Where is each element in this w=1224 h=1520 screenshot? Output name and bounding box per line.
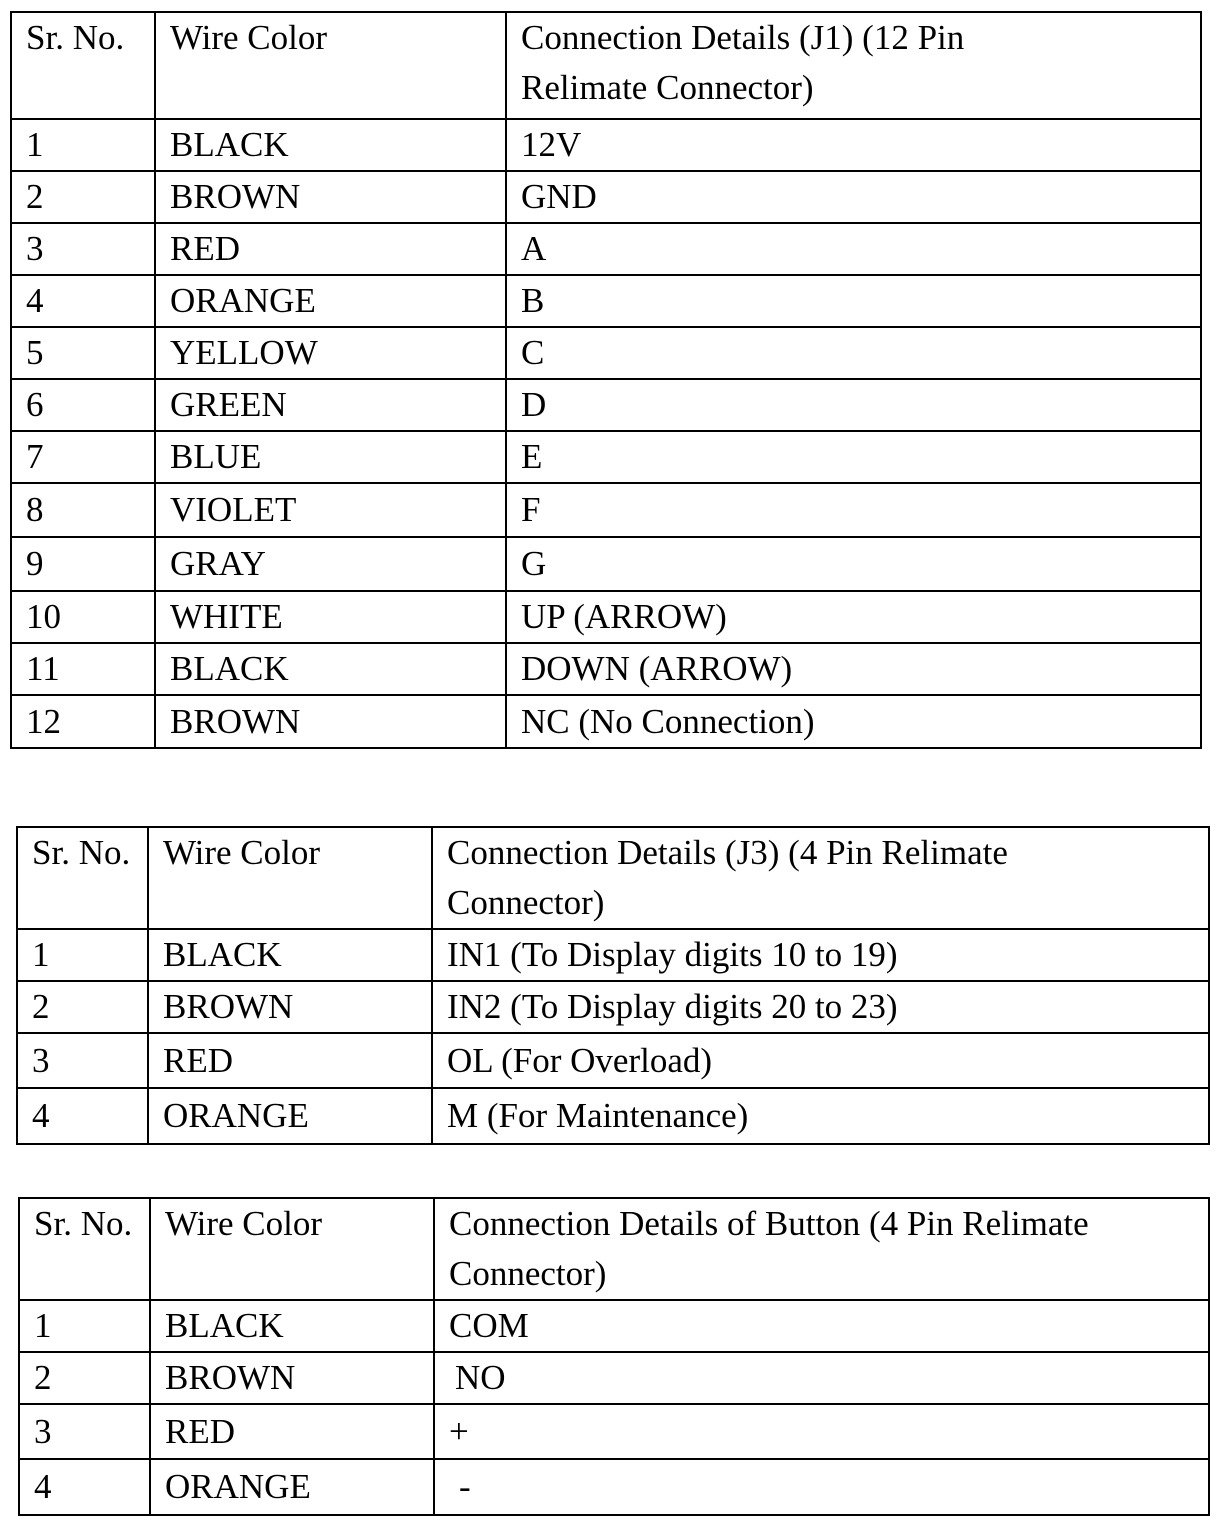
header-wire-color: Wire Color <box>150 1198 434 1300</box>
cell-wire-color: YELLOW <box>155 327 506 379</box>
table-button-connections <box>18 1197 1210 1516</box>
cell-connection: COM <box>434 1300 1209 1352</box>
cell-wire-color: BROWN <box>150 1352 434 1404</box>
table-row <box>11 379 1201 431</box>
header-wire-color: Wire Color <box>155 12 506 119</box>
table-row <box>11 695 1201 748</box>
cell-wire-color: BLUE <box>155 431 506 483</box>
cell-sr-no: 10 <box>11 591 155 643</box>
cell-sr-no: 5 <box>11 327 155 379</box>
table-header-row <box>19 1198 1209 1300</box>
table-j3-connections <box>16 826 1210 1145</box>
cell-wire-color: VIOLET <box>155 483 506 537</box>
table-row <box>17 981 1209 1033</box>
table-row <box>11 275 1201 327</box>
cell-sr-no: 9 <box>11 537 155 591</box>
cell-sr-no: 2 <box>17 981 148 1033</box>
cell-sr-no: 12 <box>11 695 155 748</box>
table-row <box>19 1300 1209 1352</box>
header-sr-no: Sr. No. <box>11 12 155 119</box>
cell-connection: NO <box>434 1352 1209 1404</box>
cell-wire-color: BROWN <box>155 695 506 748</box>
cell-connection: G <box>506 537 1201 591</box>
table-header-row <box>17 827 1209 929</box>
cell-connection: NC (No Connection) <box>506 695 1201 748</box>
cell-connection: B <box>506 275 1201 327</box>
cell-connection: - <box>434 1459 1209 1515</box>
cell-sr-no: 4 <box>19 1459 150 1515</box>
cell-connection: M (For Maintenance) <box>432 1088 1209 1144</box>
header-sr-no: Sr. No. <box>17 827 148 929</box>
cell-sr-no: 1 <box>17 929 148 981</box>
cell-sr-no: 7 <box>11 431 155 483</box>
table-row <box>11 119 1201 171</box>
cell-wire-color: BROWN <box>155 171 506 223</box>
cell-wire-color: RED <box>150 1404 434 1459</box>
header-connection-details: Connection Details (J3) (4 Pin Relimate Connector) <box>432 827 1209 929</box>
table-row <box>19 1352 1209 1404</box>
cell-wire-color: WHITE <box>155 591 506 643</box>
table-row <box>17 1088 1209 1144</box>
cell-sr-no: 3 <box>11 223 155 275</box>
table-row <box>11 643 1201 695</box>
cell-wire-color: BLACK <box>148 929 432 981</box>
cell-wire-color: GRAY <box>155 537 506 591</box>
cell-connection: IN1 (To Display digits 10 to 19) <box>432 929 1209 981</box>
header-connection-details: Connection Details of Button (4 Pin Relimate Connector) <box>434 1198 1209 1300</box>
cell-sr-no: 8 <box>11 483 155 537</box>
cell-wire-color: ORANGE <box>150 1459 434 1515</box>
cell-wire-color: GREEN <box>155 379 506 431</box>
cell-sr-no: 2 <box>19 1352 150 1404</box>
cell-connection: C <box>506 327 1201 379</box>
cell-sr-no: 3 <box>17 1033 148 1088</box>
header-wire-color: Wire Color <box>148 827 432 929</box>
table-row <box>17 929 1209 981</box>
cell-wire-color: BLACK <box>150 1300 434 1352</box>
header-sr-no: Sr. No. <box>19 1198 150 1300</box>
cell-sr-no: 2 <box>11 171 155 223</box>
cell-connection: D <box>506 379 1201 431</box>
table-j1-connections <box>10 11 1202 749</box>
cell-wire-color: BLACK <box>155 119 506 171</box>
cell-wire-color: BROWN <box>148 981 432 1033</box>
cell-sr-no: 1 <box>19 1300 150 1352</box>
cell-sr-no: 1 <box>11 119 155 171</box>
cell-sr-no: 4 <box>11 275 155 327</box>
table-header-row <box>11 12 1201 119</box>
cell-sr-no: 6 <box>11 379 155 431</box>
header-connection-details: Connection Details (J1) (12 Pin Relimate Connector) <box>506 12 1201 119</box>
table-row <box>17 1033 1209 1088</box>
cell-wire-color: BLACK <box>155 643 506 695</box>
cell-connection: 12V <box>506 119 1201 171</box>
table-row <box>19 1459 1209 1515</box>
table-row <box>19 1404 1209 1459</box>
table-row <box>11 327 1201 379</box>
cell-connection: DOWN (ARROW) <box>506 643 1201 695</box>
table-row <box>11 483 1201 537</box>
cell-connection: F <box>506 483 1201 537</box>
cell-sr-no: 3 <box>19 1404 150 1459</box>
table-row <box>11 223 1201 275</box>
cell-sr-no: 4 <box>17 1088 148 1144</box>
cell-wire-color: ORANGE <box>155 275 506 327</box>
cell-connection: IN2 (To Display digits 20 to 23) <box>432 981 1209 1033</box>
cell-wire-color: ORANGE <box>148 1088 432 1144</box>
cell-connection: GND <box>506 171 1201 223</box>
cell-connection: E <box>506 431 1201 483</box>
table-row <box>11 537 1201 591</box>
cell-connection: + <box>434 1404 1209 1459</box>
cell-sr-no: 11 <box>11 643 155 695</box>
table-row <box>11 431 1201 483</box>
cell-connection: UP (ARROW) <box>506 591 1201 643</box>
cell-connection: OL (For Overload) <box>432 1033 1209 1088</box>
cell-wire-color: RED <box>155 223 506 275</box>
cell-connection: A <box>506 223 1201 275</box>
table-row <box>11 171 1201 223</box>
table-row <box>11 591 1201 643</box>
cell-wire-color: RED <box>148 1033 432 1088</box>
